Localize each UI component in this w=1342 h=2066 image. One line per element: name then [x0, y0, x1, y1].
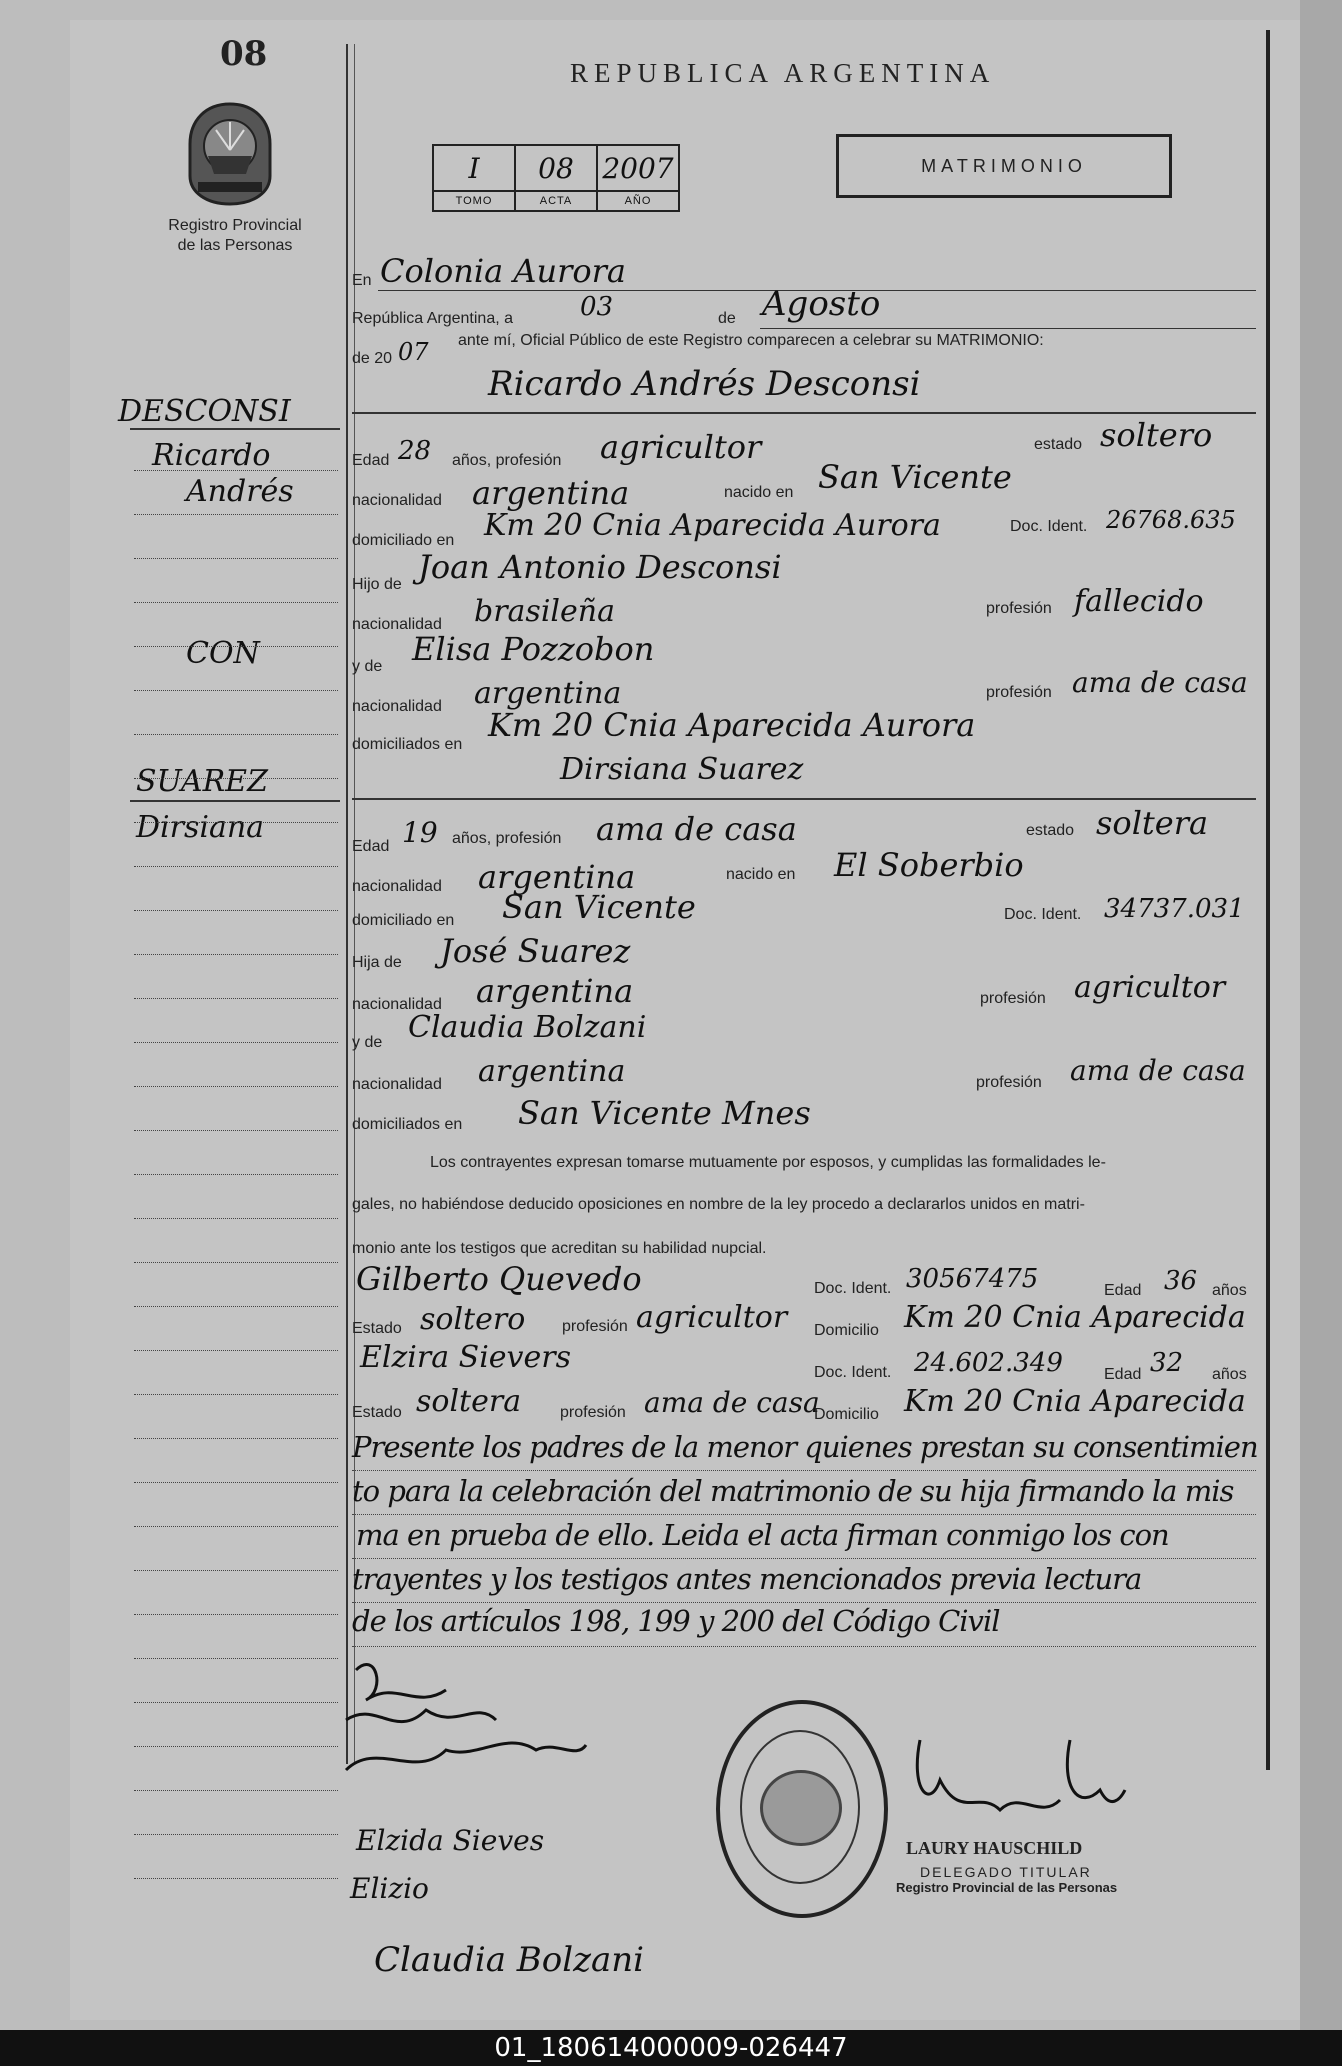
signature-claudia: Claudia Bolzani [374, 1940, 645, 1980]
anio-value: 2007 [597, 145, 679, 191]
groom-father-nationality: brasileña [474, 594, 615, 629]
year-value: 07 [398, 338, 429, 366]
groom-birthplace: San Vicente [818, 458, 1012, 496]
registry-name: Registro Provincial de las Personas [168, 217, 302, 254]
witness2-status: soltera [416, 1384, 522, 1419]
bride-address: San Vicente [502, 888, 696, 926]
witness2-name: Elzira Sievers [360, 1340, 571, 1375]
witness2-doc: 24.602.349 [914, 1348, 1063, 1378]
bride-father-profession: agricultor [1074, 970, 1226, 1005]
page-edge [1300, 0, 1342, 2030]
margin-groom-name2: Andrés [186, 474, 294, 509]
official-office: Registro Provincial de las Personas [896, 1880, 1118, 1895]
witness2-age: 32 [1150, 1348, 1184, 1378]
groom-mother-nationality: argentina [474, 676, 622, 711]
signature-elzida: Elzida Sieves [356, 1824, 545, 1857]
bride-father-nationality: argentina [476, 972, 634, 1010]
groom-doc: 26768.635 [1106, 506, 1236, 534]
document-type-box: MATRIMONIO [836, 134, 1172, 198]
groom-father: Joan Antonio Desconsi [418, 548, 782, 586]
country-title: REPUBLICA ARGENTINA [570, 58, 996, 88]
image-id-footer: 01_180614000009-026447 [0, 2030, 1342, 2066]
formal-text-3: monio ante los testigos que acreditan su habilidad nupcial. [352, 1240, 767, 1257]
bride-nationality: argentina [478, 858, 636, 896]
provincial-seal-icon [184, 100, 276, 208]
notes-line-1: Presente los padres de la menor quienes prestan su consentimien [352, 1430, 1258, 1464]
month-value: Agosto [762, 284, 881, 324]
notes-line-3: ma en prueba de ello. Leida el acta firman conmigo los con [356, 1518, 1169, 1552]
groom-full-name: Ricardo Andrés Desconsi [488, 364, 921, 404]
groom-nationality: argentina [472, 474, 630, 512]
witness1-doc: 30567475 [906, 1264, 1039, 1294]
place-value: Colonia Aurora [380, 252, 626, 290]
bride-age: 19 [402, 816, 438, 849]
witness1-age: 36 [1164, 1266, 1198, 1296]
witness2-profession: ama de casa [644, 1386, 820, 1419]
margin-bride-surname: SUAREZ [136, 764, 268, 799]
groom-parents-address: Km 20 Cnia Aparecida Aurora [488, 706, 976, 744]
signature-elizio: Elizio [350, 1872, 429, 1905]
margin-groom-name1: Ricardo [152, 438, 271, 473]
bride-mother-profession: ama de casa [1070, 1054, 1246, 1087]
bride-mother-nationality: argentina [478, 1054, 626, 1089]
witness1-address: Km 20 Cnia Aparecida [904, 1300, 1246, 1335]
page-border [1266, 30, 1270, 1770]
bride-birthplace: El Soberbio [834, 846, 1024, 884]
margin-rule [346, 44, 348, 1764]
bride-doc: 34737.031 [1104, 894, 1245, 924]
bride-father: José Suarez [440, 932, 631, 970]
bride-mother: Claudia Bolzani [408, 1010, 647, 1045]
official-name: LAURY HAUSCHILD [906, 1838, 1083, 1858]
paper-sheet [70, 20, 1320, 2020]
groom-address: Km 20 Cnia Aparecida Aurora [484, 508, 941, 543]
bride-status: soltera [1096, 804, 1209, 842]
groom-mother-profession: ama de casa [1072, 666, 1248, 699]
notes-line-4: trayentes y los testigos antes mencionados previa lectura [352, 1562, 1142, 1596]
acta-value: 08 [515, 145, 597, 191]
groom-status: soltero [1100, 416, 1213, 454]
formal-text-1: Los contrayentes expresan tomarse mutuamente por esposos, y cumplidas las formalidades le- [430, 1154, 1106, 1171]
margin-con: CON [186, 636, 260, 671]
page-number: 08 [220, 34, 268, 74]
bride-profession: ama de casa [596, 810, 797, 848]
day-value: 03 [580, 292, 614, 322]
groom-father-profession: fallecido [1074, 584, 1204, 619]
bride-parents-address: San Vicente Mnes [518, 1094, 811, 1132]
official-title: DELEGADO TITULAR [920, 1864, 1092, 1880]
witness2-address: Km 20 Cnia Aparecida [904, 1384, 1246, 1419]
witness1-profession: agricultor [636, 1300, 788, 1335]
notes-line-2: to para la celebración del matrimonio de su hija firmando la mis [352, 1474, 1234, 1508]
notes-line-5: de los artículos 198, 199 y 200 del Código Civil [352, 1604, 1000, 1638]
tomo-value: I [433, 145, 515, 191]
signature-scribbles [336, 1650, 596, 1800]
official-signature [900, 1730, 1130, 1830]
witness1-name: Gilberto Quevedo [356, 1260, 642, 1298]
record-number-table: I 08 2007 TOMO ACTA AÑO [432, 144, 680, 212]
document-page: 08 REPUBLICA ARGENTINA Registro Provincial de las Personas I 08 2007 TOMO ACTA AÑO MATRIMONIO DESCONSI Ricardo Andrés CON SUAREZ Dirsiana En Colonia Aurora República Argentina, a 03 de Agosto de 20 07 ante mí, Oficial Público de este Registro comparecen a celebrar su MATRIMONIO: Ricardo Andrés Desconsi Edad 28 años, profesión agricultor estado soltero nacionalidad argentina nacido en San Vicente domiciliado en Km 20 Cnia Aparecida Aurora Doc. Ident. 26768.635 Hijo de Joan Antonio Desconsi nacionalidad brasileña profesión fallecido y de Elisa Pozzobon nacionalidad argentina profesión ama de casa domiciliados en Km 20 Cnia Aparecida Aurora Dirsiana Suarez Edad 19 años, profesión ama de casa estado soltera nacionalidad argentina nacido en El Soberbio domiciliado en San Vicente Doc. Ident. 34737.031 Hija de José Suarez nacionalidad argentina profesión agricultor y de Claudia Bolzani nacionalidad argentina profesión ama de casa domiciliados en San Vicente Mnes Los contrayentes expresan tomarse mutuamente por esposos, y cumplidas las formalidades le- gales, no habiéndose deducido oposiciones en nombre de la ley procedo a declararlos unidos en matri- monio ante los testigos que acreditan su habilidad nupcial. Gilberto Quevedo Doc. Ident. 30567475 Edad 36 años Estado soltero profesión agricultor Domicilio Km 20 Cnia Aparecida Elzira Sievers Doc. Ident. 24.602.349 Edad 32 años Estado soltera profesión ama de casa Domicilio Km 20 Cnia Aparecida Presente los padres de la menor quienes prestan su consentimien to para la celebración del matrimonio de su hija firmando la mis ma en prueba de ello. Leida el acta firman conmigo los con trayentes y los testigos antes mencionados previa lectura de los artículos 198, 199 y 200 del Código Civil Elzida Sieves Elizio Claudia Bolzani LAURY HAUSCHILD DELEGADO TITULAR Registro Provincial de las Personas [0, 0, 1342, 2030]
bride-full-name: Dirsiana Suarez [560, 752, 804, 787]
groom-mother: Elisa Pozzobon [412, 630, 655, 668]
groom-age: 28 [398, 436, 432, 466]
witness1-status: soltero [420, 1302, 526, 1337]
formal-text-2: gales, no habiéndose deducido oposiciones en nombre de la ley procedo a declararlos unidos en matri- [352, 1196, 1085, 1213]
margin-groom-surname: DESCONSI [118, 394, 291, 429]
groom-profession: agricultor [600, 428, 762, 466]
margin-bride-name: Dirsiana [136, 810, 265, 845]
